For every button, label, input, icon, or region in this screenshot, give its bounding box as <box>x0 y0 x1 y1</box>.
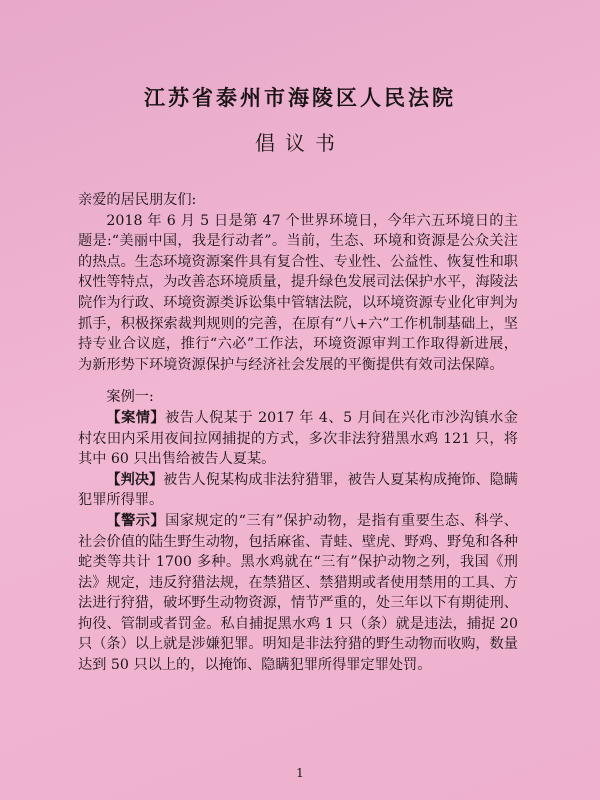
document-body <box>78 190 518 676</box>
verdict-tag: 【判决】 <box>106 471 164 488</box>
case-facts <box>78 408 518 470</box>
page-number: 1 <box>296 766 304 780</box>
paragraph-gap <box>78 375 518 387</box>
warning-tag: 【警示】 <box>106 512 166 529</box>
court-name: 江苏省泰州市海陵区人民法院 <box>144 85 456 110</box>
warning-text: 国家规定的“三有”保护动物，是指有重要生态、科学、社会价值的陆生野生动物，包括麻雀、青蛙、壁虎、野鸡、野兔和各种蛇类等共计 1700 多种。黑水鸡就在“三有”保护动物之列，我国《刑法》规定，违反狩猎法规，在禁猎区、禁猎期或者使用禁用的工具、方法进行狩猎，破坏野生动物资源，情节严重的，处三年以下有期徒刑、拘役、管制或者罚金。私自捕捉黑水鸡 1 只（条）就是违法，捕捉 20 只（条）以上就是涉嫌犯罪。明知是非法狩猎的野生动物而收购，数量达到 50 只以上的，以掩饰、隐瞒犯罪所得罪定罪处罚。 <box>78 512 518 674</box>
intro-paragraph: 2018 年 6 月 5 日是第 47 个世界环境日，今年六五环境日的主题是:“美丽中国，我是行动者”。当前，生态、环境和资源是公众关注的热点。生态环境资源案件具有复合性、专业性、公益性、恢复性和职权性等特点，为改善态环境质量，提升绿色发展司法保护水平，海陵法院作为行政、环境资源类诉讼集中管辖法院，以环境资源专业化审判为抓手，积极探索裁判规则的完善，在原有“八+六”工作机制基础上，坚持专业合议庭，推行“六必”工作法，环境资源审判工作取得新进展，为新形势下环境资源保护与经济社会发展的平衡提供有效司法保障。 <box>78 212 518 373</box>
case-warning <box>78 511 518 676</box>
case-heading: 案例一: <box>106 389 154 406</box>
case-verdict <box>78 470 518 511</box>
facts-text: 被告人倪某于 2017 年 4、5 月间在兴化市沙沟镇水金村农田内采用夜间拉网捕捉的方式，多次非法狩猎黑水鸡 121 只，将其中 60 只出售给被告人夏某。 <box>78 409 518 468</box>
facts-tag: 【案情】 <box>106 409 166 426</box>
verdict-text: 被告人倪某构成非法狩猎罪，被告人夏某构成掩饰、隐瞒犯罪所得罪。 <box>78 471 518 509</box>
document-title: 倡议书 <box>255 131 345 155</box>
greeting: 亲爱的居民朋友们: <box>78 192 197 208</box>
